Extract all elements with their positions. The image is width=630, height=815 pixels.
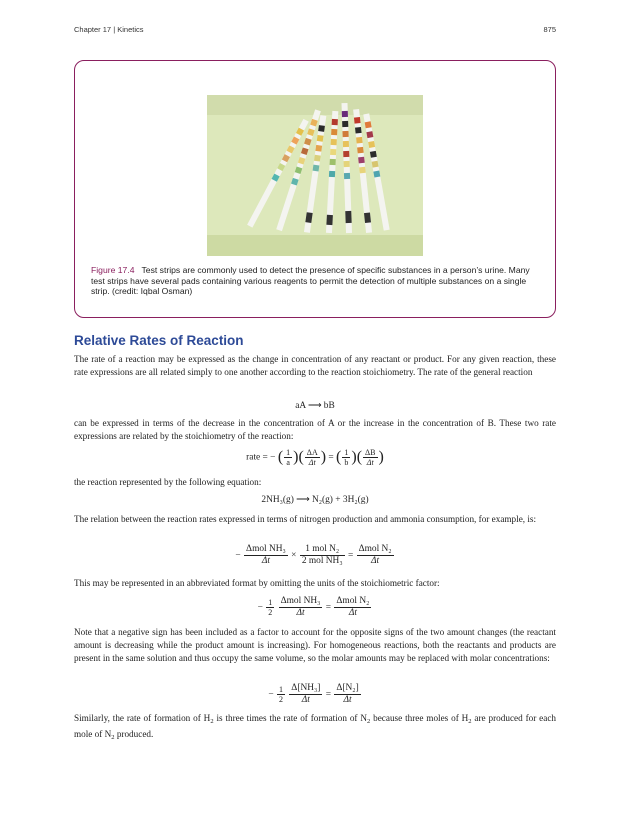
eq-rate-dt2: Δt — [366, 458, 374, 467]
equation-molar — [74, 683, 556, 706]
paragraph-7: Similarly, the rate of formation of $H_2$ is three times the rate of formation of $N_2$ because three moles of $H_2$ are produced for each mole of $N_2$ produced. — [74, 713, 556, 742]
eq3-num2: Δ[N₂] — [336, 683, 359, 693]
eq-rate-b: b — [344, 458, 349, 467]
equation-abbreviated — [74, 596, 556, 619]
eq1-num1: Δmol NH₃ — [246, 544, 286, 554]
p7-part-b: is three times the rate of formation of N — [213, 713, 367, 723]
eq1-times: × — [291, 550, 297, 561]
page-header — [74, 25, 556, 37]
eq-general-arrow: ⟶ — [308, 401, 322, 411]
eq-rate-dA: ΔA — [306, 448, 318, 457]
eq3-den1: Δt — [301, 695, 310, 705]
figure-box — [74, 60, 556, 318]
paragraph-2: can be expressed in terms of the decrease in the concentration of A or the increase in the concentration of B. These two rate expressions are related by the stoichiometry of the reaction: — [74, 418, 556, 442]
eq3-num1: Δ[NH₃] — [291, 683, 321, 693]
figure-caption-text: Test strips are commonly used to detect the presence of specific substances in a person’s urine. Many test strips have several pads containing various reagents to permit the detection of multiple substances on a single strip. (credit: Iqbal Osman) — [91, 265, 530, 297]
eq1-minus: − — [235, 550, 241, 561]
equation-general — [74, 400, 556, 411]
eq-rate-dt1: Δt — [308, 458, 316, 467]
eq2-half-den: 2 — [268, 608, 273, 617]
eq3-den2: Δt — [343, 695, 352, 705]
eq3-equals: = — [325, 689, 332, 700]
p7-part-c: because three moles of H — [370, 713, 469, 723]
eq2-equals: = — [325, 602, 332, 613]
figure-label: Figure 17.4 — [91, 265, 135, 275]
eq2-den1: Δt — [296, 608, 305, 618]
paragraph-5: This may be represented in an abbreviated format by omitting the units of the stoichiometric factor: — [74, 578, 440, 588]
eq-rate-one-2: 1 — [344, 448, 349, 457]
eq-rate-a: a — [286, 458, 290, 467]
eq-rate-equals: = — [328, 452, 334, 463]
paragraph-1: The rate of a reaction may be expressed as the change in concentration of any reactant or product. For any given reaction, these rate expressions are all related simply to one another according to the reaction stoichiometry. The rate of the general reaction — [74, 354, 556, 378]
eq1-num2: 1 mol N₂ — [300, 544, 345, 556]
eq2-num1: Δmol NH₃ — [280, 596, 321, 606]
eq3-half-num: 1 — [278, 685, 283, 694]
eq3-half-den: 2 — [278, 695, 283, 704]
p7-part-a: Similarly, the rate of formation of H — [74, 713, 211, 723]
p7-part-d: are produced for each mole of N — [74, 713, 556, 740]
equation-rate-relation — [74, 544, 556, 567]
eq3-minus: − — [268, 689, 274, 700]
test-strips-photo — [207, 95, 423, 256]
eq1-den2: 2 mol NH₃ — [301, 556, 343, 566]
eq1-num3: Δmol N₂ — [358, 544, 392, 554]
p7-part-e: produced. — [114, 729, 154, 740]
eq1-equals: = — [347, 550, 354, 561]
eq-rate-prefix: rate = − — [246, 452, 276, 463]
section-title: Relative Rates of Reaction — [74, 333, 244, 348]
eq2-minus: − — [257, 602, 263, 613]
eq1-den1: Δt — [261, 556, 270, 566]
equation-ammonia: 2NH₃(g) ⟶ N₂(g) + 3H₂(g) — [261, 495, 369, 505]
eq1-den3: Δt — [371, 556, 380, 566]
chapter-title: Chapter 17 | Kinetics — [74, 25, 144, 34]
eq-rate-one: 1 — [286, 448, 291, 457]
eq-general-left: aA — [295, 401, 306, 411]
figure-caption — [91, 265, 543, 297]
equation-rate: rate = − ( $\frac{1}{a}$ )( $\frac{\Delta A}{\Delta t}$ ) = ( $\frac{1}{b}$ )( $\frac{\Delta B}{\Delta t}$ ) — [246, 448, 384, 467]
paragraph-3: the reaction represented by the following equation: — [74, 477, 262, 487]
eq2-den2: Δt — [348, 608, 357, 618]
eq-rate-dB: ΔB — [365, 448, 376, 457]
page-number: 875 — [543, 25, 556, 34]
paragraph-6: Note that a negative sign has been included as a factor to account for the opposite signs of the two amount changes (the reactant amount is decreasing while the product amount is increasing). For homogeneous reactions, both the reactants and products are present in the same solution and thus occupy the same volume, so the molar amounts may be replaced with molar concentrations: — [74, 627, 556, 664]
eq-general-right: bB — [323, 401, 335, 411]
paragraph-4: The relation between the reaction rates expressed in terms of nitrogen production and ammonia consumption, for example, is: — [74, 514, 537, 524]
eq2-half-num: 1 — [268, 598, 273, 607]
eq2-num2: Δmol N₂ — [336, 596, 370, 606]
